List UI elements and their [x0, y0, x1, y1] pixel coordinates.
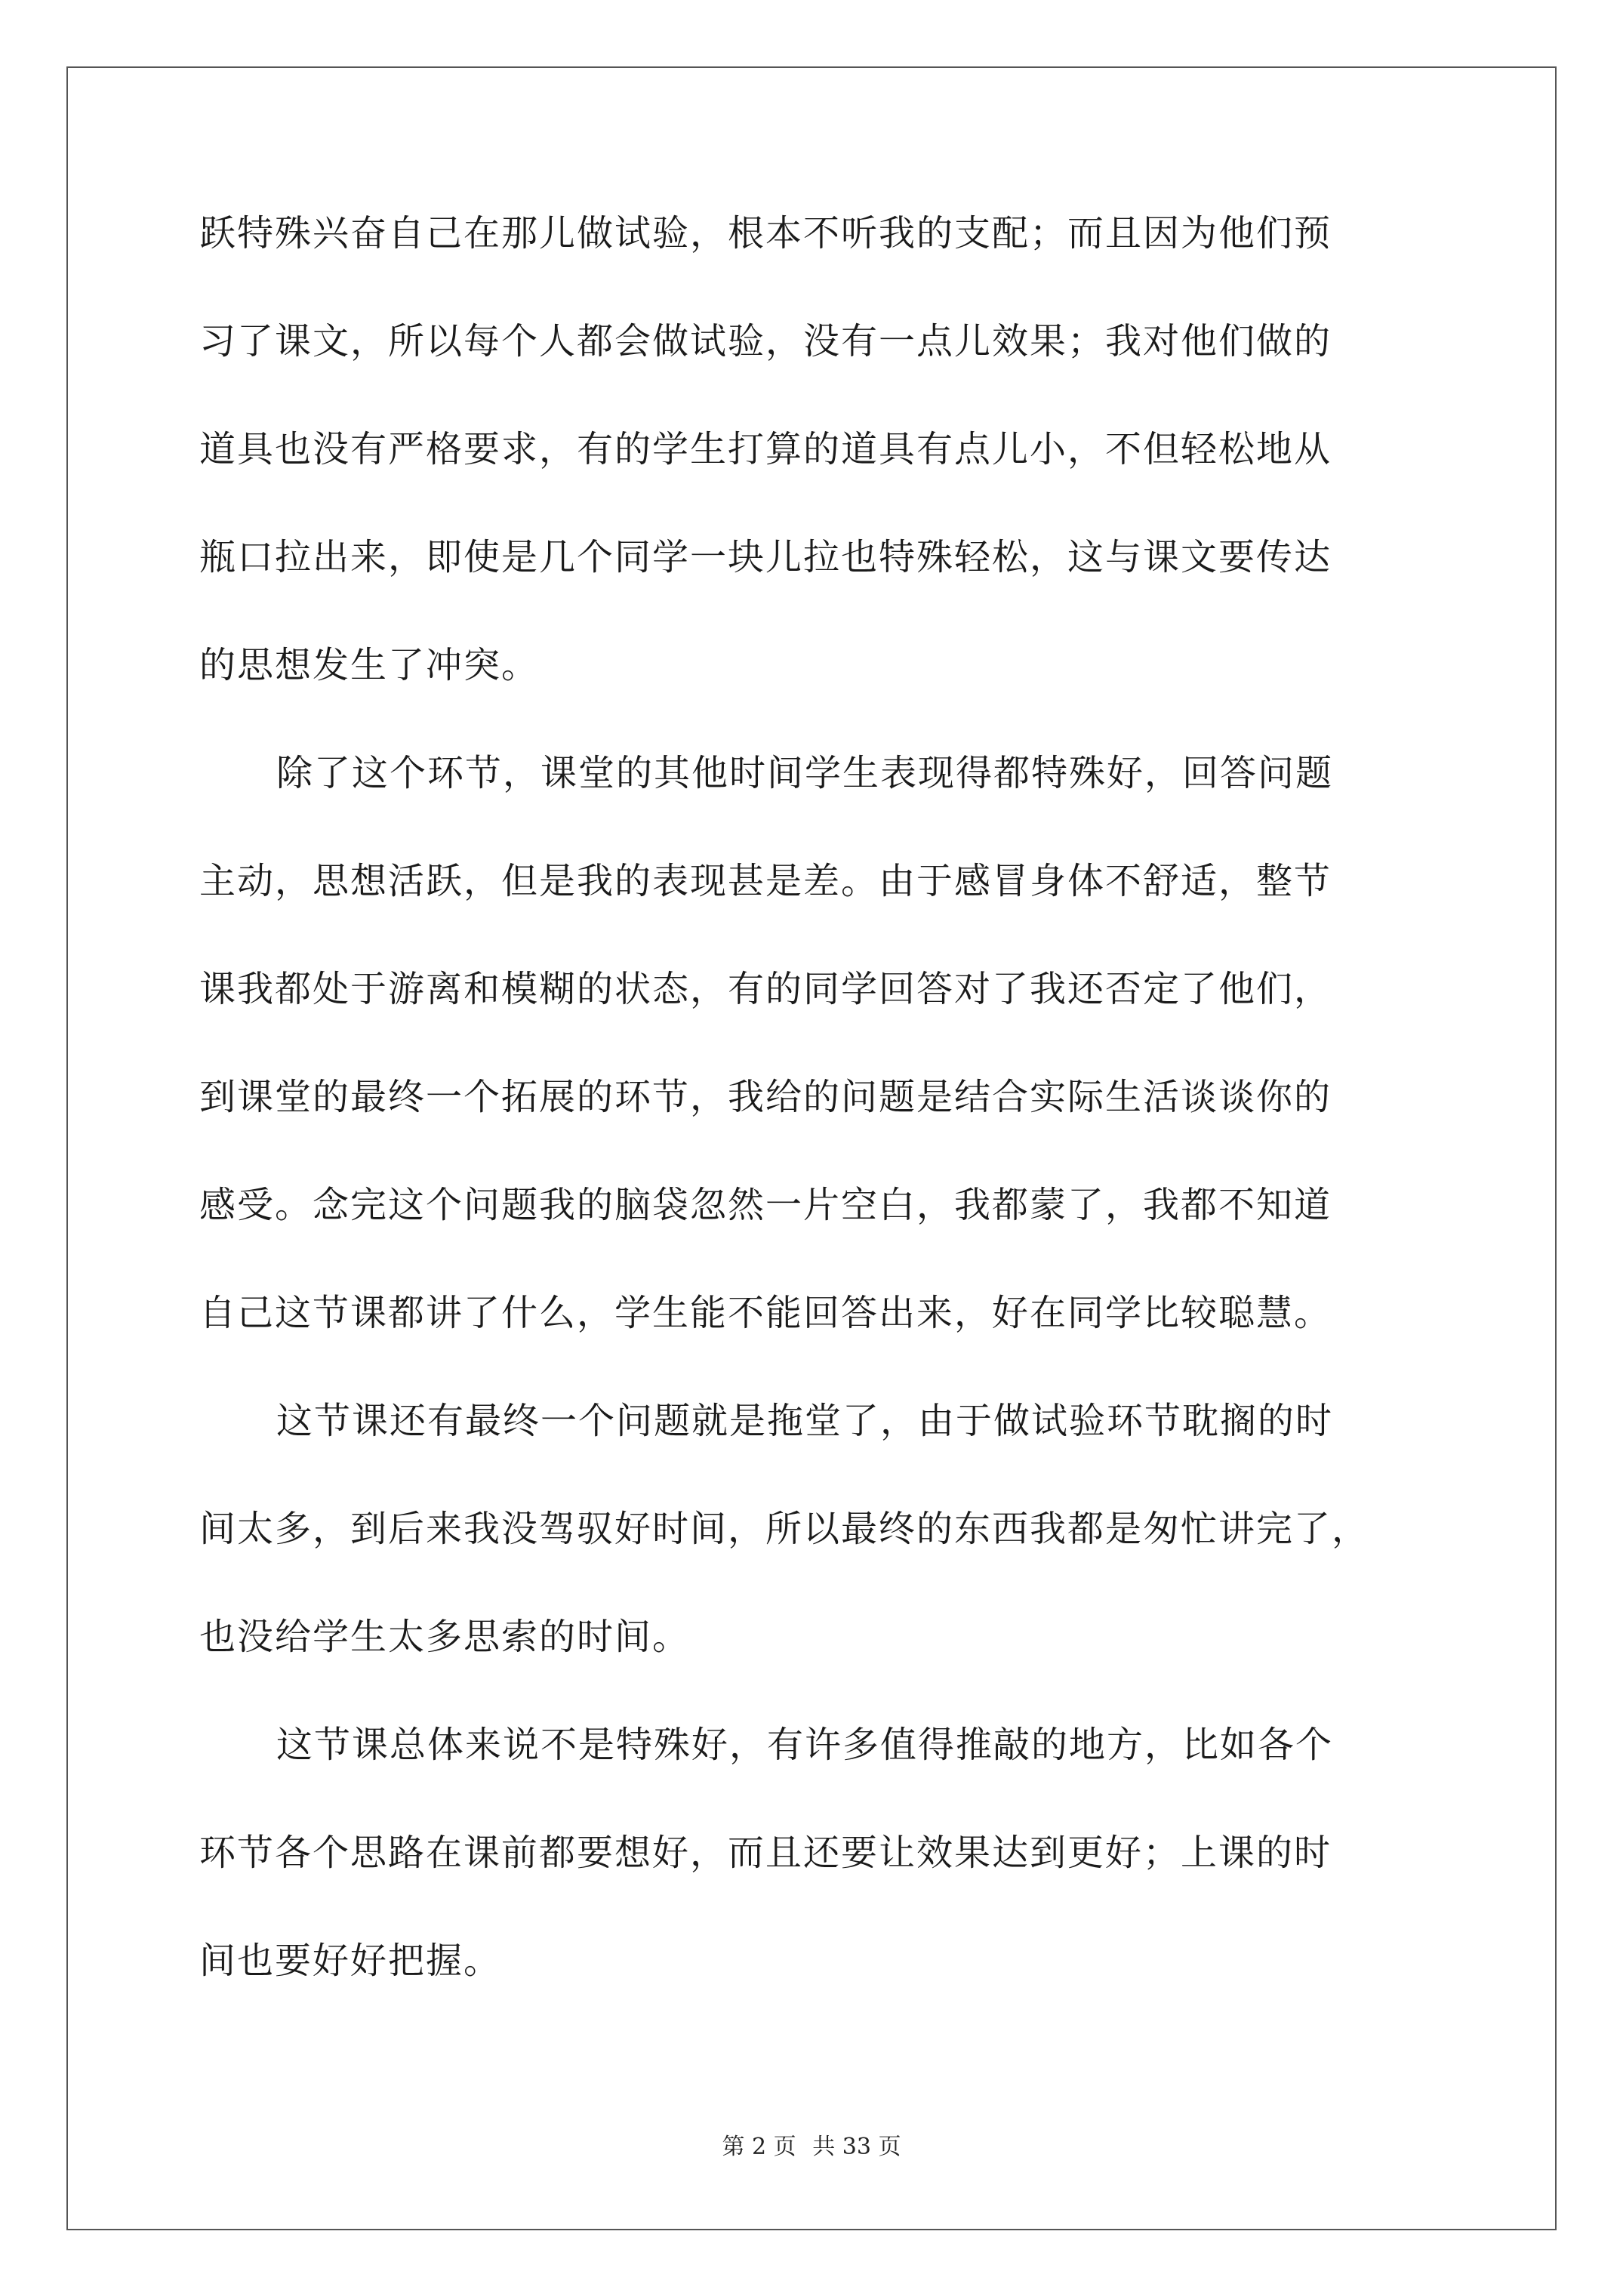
text-line: 瓶口拉出来，即使是几个同学一块儿拉也特殊轻松，这与课文要传达 — [199, 536, 1332, 578]
text-line: 自己这节课都讲了什么，学生能不能回答出来，好在同学比较聪慧。 — [199, 1292, 1332, 1334]
text-line: 到课堂的最终一个拓展的环节，我给的问题是结合实际生活谈谈你的 — [199, 1076, 1332, 1118]
document-body — [199, 211, 1445, 2047]
text-line: 感受。念完这个问题我的脑袋忽然一片空白，我都蒙了，我都不知道 — [199, 1184, 1332, 1226]
paragraph-first-line: 这节课总体来说不是特殊好，有许多值得推敲的地方，比如各个 — [276, 1724, 1334, 1766]
text-line: 的思想发生了冲突。 — [199, 644, 540, 686]
page-number: 第 2 页 — [722, 2134, 796, 2160]
text-line: 跃特殊兴奋自己在那儿做试验，根本不听我的支配；而且因为他们预 — [199, 212, 1332, 254]
page-total: 共 33 页 — [812, 2134, 901, 2160]
text-line: 主动，思想活跃，但是我的表现甚是差。由于感冒身体不舒适，整节 — [199, 860, 1332, 902]
text-line: 间也要好好把握。 — [199, 1940, 502, 1982]
text-line: 间太多，到后来我没驾驭好时间，所以最终的东西我都是匆忙讲完了， — [199, 1508, 1370, 1550]
text-line: 习了课文，所以每个人都会做试验，没有一点儿效果；我对他们做的 — [199, 320, 1332, 362]
text-line: 也没给学生太多思索的时间。 — [199, 1616, 691, 1658]
text-line: 环节各个思路在课前都要想好，而且还要让效果达到更好；上课的时 — [199, 1832, 1332, 1874]
text-line: 道具也没有严格要求，有的学生打算的道具有点儿小，不但轻松地从 — [199, 428, 1332, 470]
paragraph-first-line: 除了这个环节，课堂的其他时间学生表现得都特殊好，回答问题 — [276, 752, 1334, 794]
text-line: 课我都处于游离和模糊的状态，有的同学回答对了我还否定了他们， — [199, 968, 1332, 1010]
page-footer — [0, 2134, 1623, 2161]
paragraph-first-line: 这节课还有最终一个问题就是拖堂了，由于做试验环节耽搁的时 — [276, 1400, 1334, 1442]
